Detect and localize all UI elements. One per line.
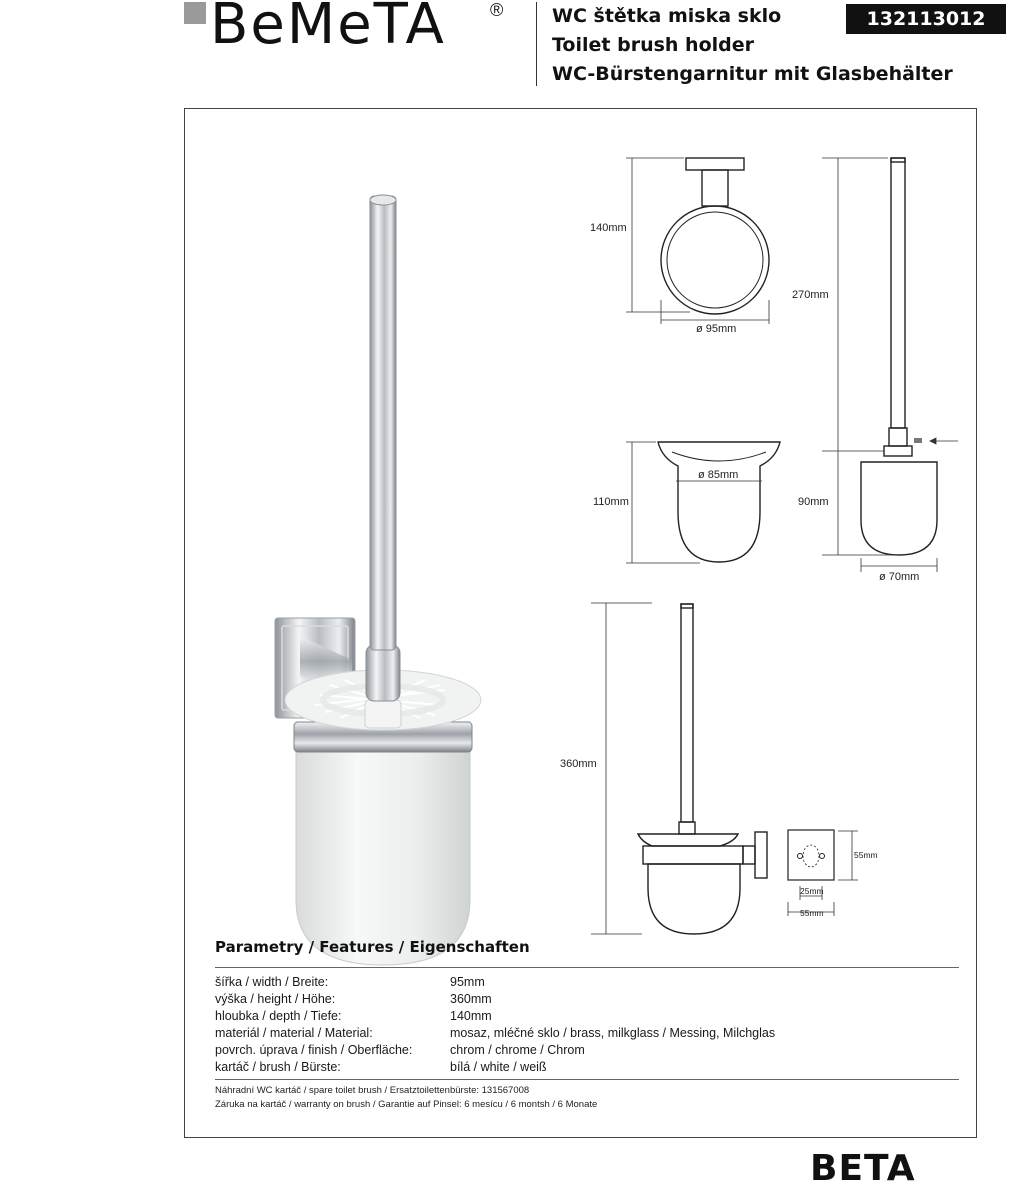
holder-ring-inner [667,212,763,308]
assembly-wall-plate [755,832,767,878]
brush-collar-drawing [884,446,912,456]
dim-lines-assembly [591,603,652,934]
bowl-outline [658,442,780,562]
notes [215,1084,597,1112]
dim-plate-height: 55mm [854,850,878,860]
drawing-brush [861,158,937,555]
features-rule-bottom [215,1079,959,1080]
assembly-ring [643,846,743,864]
spec-value: bílá / white / weiß [450,1060,547,1074]
brush-base [365,700,401,728]
spec-label: šířka / width / Breite: [215,975,329,989]
series-name: BETA [810,1148,916,1189]
plate-square [788,830,834,880]
dim-plate-width: 55mm [800,908,824,918]
dim-lines-bowl [626,442,762,563]
spec-label: kartáč / brush / Bürste: [215,1060,341,1074]
dim-bowl-diameter: ø 85mm [698,469,739,481]
note-warranty: Záruka na kartáč / warranty on brush / Garantie auf Pinsel: 6 mesícu / 6 montsh / 6 Monate [215,1099,598,1110]
drawing-holder [661,158,769,314]
spec-label: materiál / material / Material: [215,1026,373,1040]
brush-rod [891,158,905,428]
spec-label: povrch. úprava / finish / Oberfläche: [215,1043,413,1057]
assembly-rim [638,834,738,846]
brush-head [861,462,937,555]
holder-stem [702,170,728,206]
drawing-wall-plate [788,830,834,880]
title-en: Toilet brush holder [552,34,754,56]
assembly-rod [681,604,693,822]
dim-brush-head-diameter: ø 70mm [879,571,920,583]
note-spare-brush: Náhradní WC kartáč / spare toilet brush / Ersatztoilettenbürste: 131567008 [215,1085,530,1096]
dim-lines-holder [626,158,769,324]
dimension-labels [560,222,919,918]
dim-brush-head-height: 90mm [798,496,829,508]
drawing-bowl [658,442,780,562]
dim-brush-length: 270mm [792,289,829,301]
brush-rod-cap [891,158,905,162]
spec-value: 95mm [450,975,485,989]
dim-lines-plate [788,831,858,916]
glass-bowl [296,722,470,965]
spec-value: 360mm [450,992,492,1006]
dim-bowl-height: 110mm [593,496,629,508]
drawing-assembly [638,604,767,934]
spec-value: mosaz, mléčné sklo / brass, milkglass / Messing, Milchglas [450,1026,776,1040]
holder-ring-outer [661,206,769,314]
product-photo [275,195,481,965]
product-code-badge: 132113012 [846,4,1006,34]
spec-value: 140mm [450,1009,492,1023]
spec-value: chrom / chrome / Chrom [450,1043,585,1057]
dim-holder-height: 140mm [590,222,627,234]
spec-label: výška / height / Höhe: [215,992,336,1006]
brush-collar [366,645,400,701]
features-rule-top [215,967,959,968]
dim-total-height: 360mm [560,758,597,770]
spec-label: hloubka / depth / Tiefe: [215,1009,342,1023]
brush-handle [370,196,396,650]
features-title: Parametry / Features / Eigenschaften [215,938,530,956]
holder-mount [686,158,744,170]
brand-logo: BeMeTA [210,0,446,57]
registered-mark: ® [490,0,504,20]
assembly-bowl [648,864,740,934]
title-de: WC-Bürstengarnitur mit Glasbehälter [552,63,953,85]
brush-neck [889,428,907,446]
title-cz: WC štětka miska sklo [552,5,782,27]
dim-plate-hole-spacing: 25mm [800,886,824,896]
dim-holder-diameter: ø 95mm [696,323,737,335]
handle-cap [370,195,396,205]
